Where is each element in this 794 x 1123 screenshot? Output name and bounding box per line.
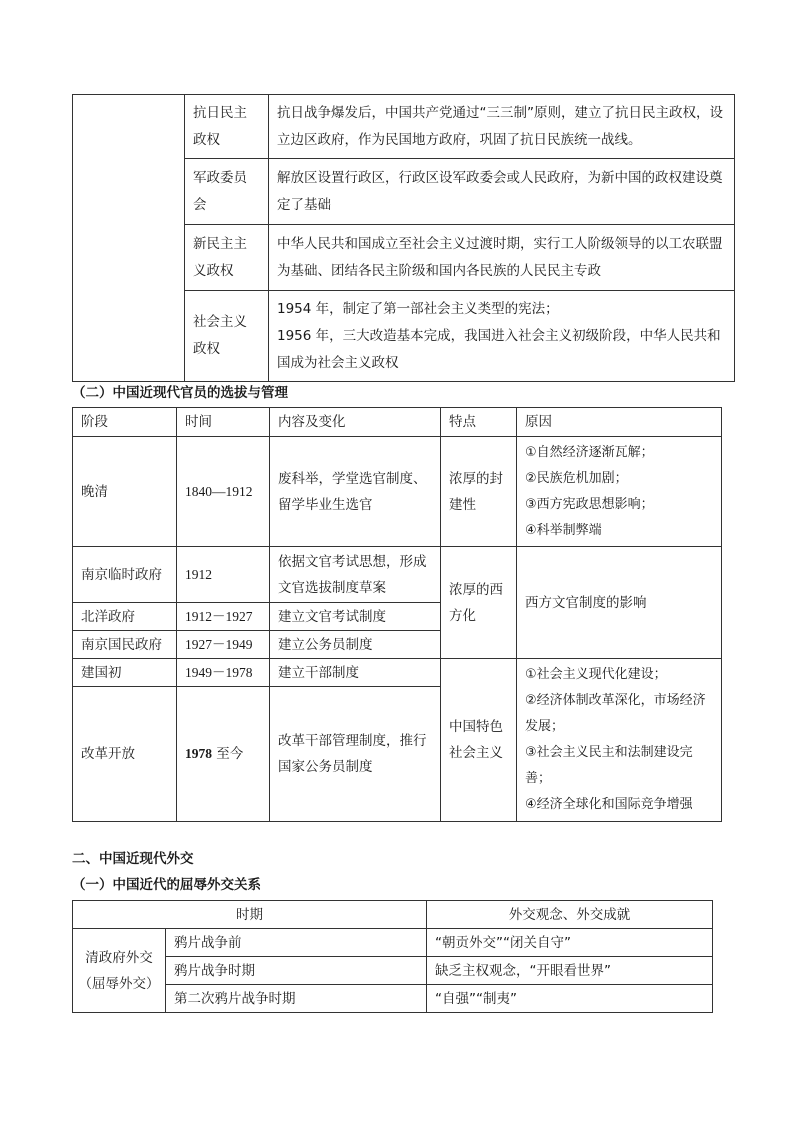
diplomacy-table — [72, 900, 713, 1013]
stage-cell: 晚清 — [73, 437, 177, 547]
regime-desc: 解放区设置行政区，行政区设军政委会或人民政府，为新中国的政权建设奠定了基础 — [269, 159, 735, 225]
content-cell: 建立文官考试制度 — [270, 603, 441, 631]
reason-item: ④经济全球化和国际竞争增强 — [525, 797, 693, 812]
regime-table — [72, 94, 735, 382]
feature-cell: 中国特色社会主义 — [441, 659, 517, 822]
table-row — [73, 547, 722, 603]
content-cell: 建立干部制度 — [270, 659, 441, 687]
feature-cell: 浓厚的西方化 — [441, 547, 517, 659]
column-header: 时期 — [73, 901, 427, 929]
time-cell: 1912 — [177, 547, 270, 603]
table-header-row — [73, 901, 713, 929]
content-cell: 改革干部管理制度，推行国家公务员制度 — [270, 687, 441, 822]
stage-cell: 建国初 — [73, 659, 177, 687]
section-heading: 二、中国近现代外交 — [72, 851, 194, 867]
feature-cell: 浓厚的封建性 — [441, 437, 517, 547]
officials-table — [72, 407, 722, 822]
table-row — [73, 957, 713, 985]
regime-name: 新民主主义政权 — [185, 225, 269, 291]
content-cell: 废科举，学堂选官制度、留学毕业生选官 — [270, 437, 441, 547]
time-cell: 1949－1978 — [177, 659, 270, 687]
table-row — [73, 437, 722, 547]
group-cell: 清政府外交（屈辱外交） — [73, 929, 166, 1013]
content-cell: 建立公务员制度 — [270, 631, 441, 659]
stage-cell: 南京临时政府 — [73, 547, 177, 603]
reason-item: ③社会主义民主和法制建设完善； — [525, 745, 693, 786]
regime-desc: 抗日战争爆发后，中国共产党通过“三三制”原则，建立了抗日民主政权，设立边区政府，作为民国地方政府，巩固了抗日民族统一战线。 — [269, 95, 735, 159]
stage-cell: 南京国民政府 — [73, 631, 177, 659]
regime-name: 社会主义政权 — [185, 291, 269, 382]
table-row — [73, 985, 713, 1013]
table-row — [73, 659, 722, 687]
section-subheading: （一）中国近代的屈辱外交关系 — [72, 877, 261, 893]
concept-cell: “自强”“制夷” — [427, 985, 713, 1013]
column-header: 阶段 — [73, 408, 177, 437]
regime-name: 军政委员会 — [185, 159, 269, 225]
stage-cell: 北洋政府 — [73, 603, 177, 631]
time-cell — [177, 687, 270, 822]
table-row — [73, 929, 713, 957]
period-cell: 第二次鸦片战争时期 — [166, 985, 427, 1013]
reason-cell — [517, 659, 722, 822]
column-header: 特点 — [441, 408, 517, 437]
column-header: 内容及变化 — [270, 408, 441, 437]
stage-cell: 改革开放 — [73, 687, 177, 822]
period-cell: 鸦片战争前 — [166, 929, 427, 957]
regime-name: 抗日民主政权 — [185, 95, 269, 159]
time-cell: 1927－1949 — [177, 631, 270, 659]
desc-line: 1954 年，制定了第一部社会主义类型的宪法； — [277, 300, 559, 317]
reason-item: ②民族危机加剧； — [525, 470, 628, 486]
reason-item: ④科举制弊端 — [525, 522, 602, 538]
reason-item: ②经济体制改革深化，市场经济发展； — [525, 693, 706, 734]
column-header: 原因 — [517, 408, 722, 437]
blank-cell — [73, 95, 185, 382]
reason-cell: 西方文官制度的影响 — [517, 547, 722, 659]
time-suffix: 至今 — [212, 746, 244, 762]
column-header: 外交观念、外交成就 — [427, 901, 713, 929]
period-cell: 鸦片战争时期 — [166, 957, 427, 985]
time-cell: 1912－1927 — [177, 603, 270, 631]
regime-desc — [269, 291, 735, 382]
concept-cell: “朝贡外交”“闭关自守” — [427, 929, 713, 957]
table-row — [73, 95, 735, 159]
reason-item: ①自然经济逐渐瓦解； — [525, 444, 654, 460]
time-year: 1978 — [185, 746, 212, 761]
time-cell: 1840—1912 — [177, 437, 270, 547]
regime-desc: 中华人民共和国成立至社会主义过渡时期，实行工人阶级领导的以工农联盟为基础、团结各民主阶级和国内各民族的人民民主专政 — [269, 225, 735, 291]
concept-cell: 缺乏主权观念，“开眼看世界” — [427, 957, 713, 985]
section-heading: （二）中国近现代官员的选拔与管理 — [72, 385, 288, 401]
table-header-row — [73, 408, 722, 437]
reason-cell — [517, 437, 722, 547]
column-header: 时间 — [177, 408, 270, 437]
reason-item: ③西方宪政思想影响； — [525, 496, 654, 512]
reason-item: ①社会主义现代化建设； — [525, 667, 667, 682]
content-cell: 依据文官考试思想，形成文官选拔制度草案 — [270, 547, 441, 603]
desc-line: 1956 年，三大改造基本完成，我国进入社会主义初级阶段，中华人民共和国成为社会主义政权 — [277, 327, 721, 371]
